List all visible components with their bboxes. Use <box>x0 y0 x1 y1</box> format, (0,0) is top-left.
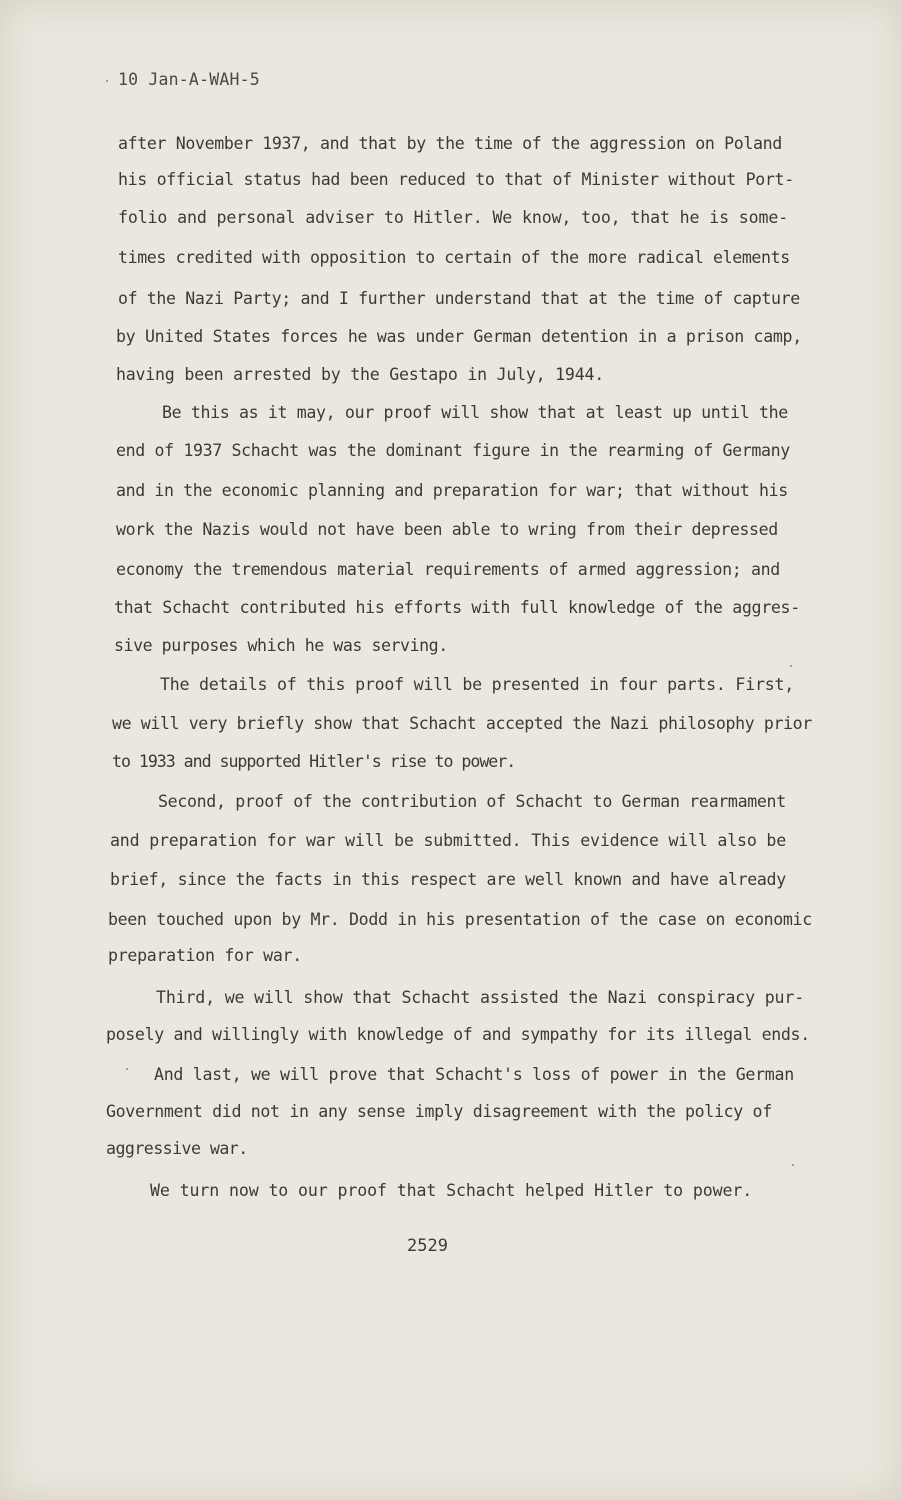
text-line: posely and willingly with knowledge of and sympathy for its illegal ends. <box>106 1025 810 1044</box>
text-line: economy the tremendous material requirements of armed aggression; and <box>116 560 780 579</box>
text-line: Second, proof of the contribution of Schacht to German rearmament <box>158 792 786 811</box>
page-number: 2529 <box>407 1236 448 1256</box>
text-line: after November 1937, and that by the time of the aggression on Poland <box>118 134 782 153</box>
paper-speck <box>106 80 108 82</box>
text-line: preparation for war. <box>108 946 302 965</box>
paper-speck <box>790 665 792 667</box>
text-line: Government did not in any sense imply disagreement with the policy of <box>106 1102 772 1121</box>
paper-speck <box>792 1164 794 1166</box>
text-line: that Schacht contributed his efforts with full knowledge of the aggres- <box>114 598 800 617</box>
text-line: of the Nazi Party; and I further understand that at the time of capture <box>118 289 800 308</box>
text-line: sive purposes which he was serving. <box>114 636 448 655</box>
text-line: The details of this proof will be presented in four parts. First, <box>160 675 794 694</box>
paper-speck <box>126 1068 128 1070</box>
text-line: work the Nazis would not have been able to wring from their depressed <box>116 520 778 539</box>
text-line: Be this as it may, our proof will show that at least up until the <box>162 403 788 422</box>
text-line: having been arrested by the Gestapo in July, 1944. <box>116 365 604 384</box>
text-line: we will very briefly show that Schacht accepted the Nazi philosophy prior <box>112 714 812 733</box>
text-line: Third, we will show that Schacht assisted the Nazi conspiracy pur- <box>156 988 805 1007</box>
text-line: We turn now to our proof that Schacht helped Hitler to power. <box>150 1181 753 1200</box>
text-line: to 1933 and supported Hitler's rise to power. <box>112 752 516 771</box>
text-line: and preparation for war will be submitted. This evidence will also be <box>110 831 787 850</box>
text-line: aggressive war. <box>106 1139 248 1158</box>
text-line: by United States forces he was under German detention in a prison camp, <box>116 327 802 346</box>
text-line: his official status had been reduced to that of Minister without Port- <box>118 170 794 189</box>
text-line: times credited with opposition to certain of the more radical elements <box>118 248 790 267</box>
text-line: been touched upon by Mr. Dodd in his presentation of the case on economic <box>108 910 812 929</box>
text-line: And last, we will prove that Schacht's loss of power in the German <box>154 1065 794 1084</box>
text-line: and in the economic planning and preparation for war; that without his <box>116 481 788 500</box>
text-line: end of 1937 Schacht was the dominant figure in the rearming of Germany <box>116 441 790 460</box>
text-line: folio and personal adviser to Hitler. We know, too, that he is some- <box>118 208 789 227</box>
page-header: 10 Jan-A-WAH-5 <box>118 70 260 89</box>
text-line: brief, since the facts in this respect are well known and have already <box>110 870 786 889</box>
